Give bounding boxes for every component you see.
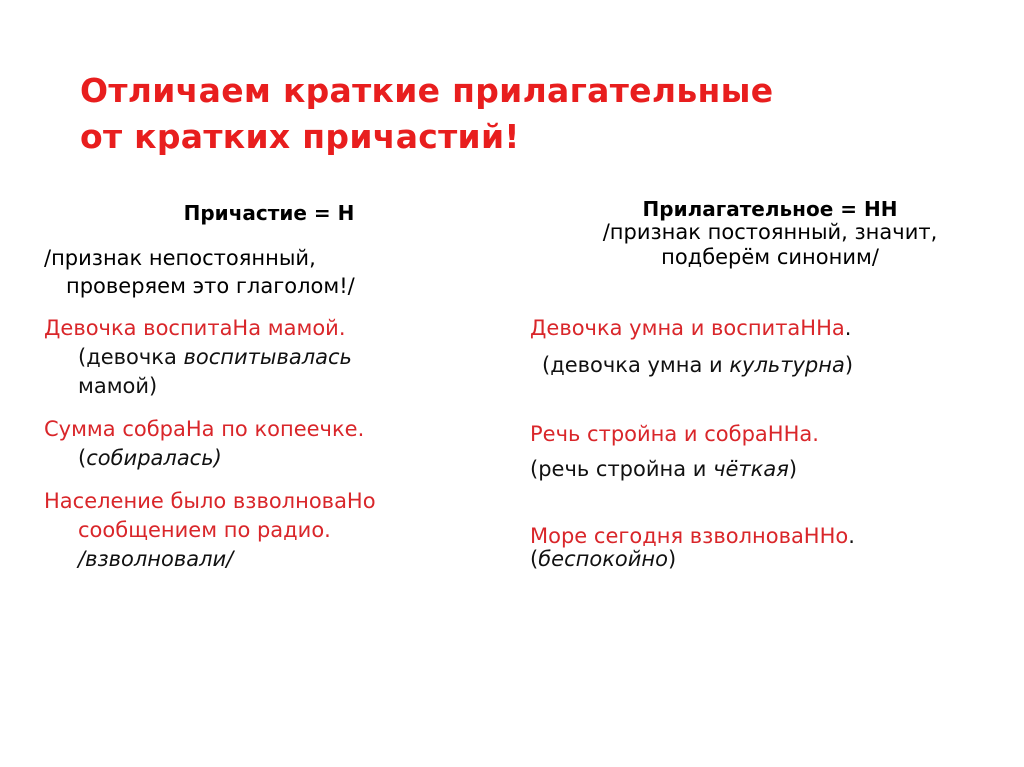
gloss-italic: культурна: [729, 353, 845, 377]
example-line-2: сообщением по радио.: [78, 518, 331, 542]
participle-gloss-3: [44, 545, 494, 574]
example-period: .: [848, 524, 855, 548]
adjective-note-line-1: /признак постоянный, значит,: [602, 220, 938, 244]
gloss-italic: воспитывалась: [183, 345, 352, 369]
title-line-2: от кратких причастий!: [80, 117, 520, 156]
participle-column: [44, 200, 494, 574]
example-sentence: Море сегодня взволноваННо: [530, 524, 849, 548]
participle-heading: Причастие = Н: [183, 201, 355, 225]
participle-example-3: [44, 487, 494, 545]
gloss-text: ): [844, 353, 854, 377]
adjective-note-line-2: подберём синоним/: [661, 245, 879, 269]
slide-title: [80, 68, 960, 160]
example-period: .: [844, 316, 852, 340]
gloss-italic: собиралась): [86, 446, 222, 470]
participle-note-line-2: проверяем это глаголом!/: [66, 274, 355, 298]
gloss-text: (: [78, 446, 87, 470]
participle-example-2: Сумма собраНа по копеечке.: [44, 417, 365, 441]
gloss-text: (: [530, 547, 539, 571]
gloss-text: (девочка умна и: [542, 353, 730, 377]
gloss-text: ): [788, 457, 798, 481]
title-line-1: Отличаем краткие прилагательные: [80, 71, 774, 110]
gloss-text: ): [667, 547, 677, 571]
adjective-gloss-1: [530, 351, 1010, 380]
gloss-italic: /взволновали/: [78, 547, 234, 571]
adjective-example-2: Речь стройна и собраННа.: [530, 422, 819, 446]
gloss-text: (девочка: [78, 345, 184, 369]
participle-gloss-1: [44, 343, 494, 401]
example-sentence: Девочка умна и воспитаННа: [530, 316, 845, 340]
adjective-gloss-2: [530, 455, 1010, 484]
participle-example-1: Девочка воспитаНа мамой.: [44, 316, 346, 340]
adjective-heading: Прилагательное = НН: [642, 197, 898, 221]
participle-note-line-1: /признак непостоянный,: [44, 246, 316, 270]
gloss-italic: чёткая: [713, 457, 789, 481]
adjective-example-1: [530, 314, 1010, 343]
gloss-text: (речь стройна и: [530, 457, 714, 481]
participle-gloss-2: [44, 444, 494, 473]
example-line-1: Население было взволноваНо: [44, 489, 376, 513]
gloss-italic: беспокойно: [538, 547, 668, 571]
adjective-rule-note: [530, 220, 1010, 270]
participle-rule-note: [44, 244, 494, 300]
adjective-column: [530, 196, 1010, 571]
gloss-text: мамой): [78, 374, 158, 398]
